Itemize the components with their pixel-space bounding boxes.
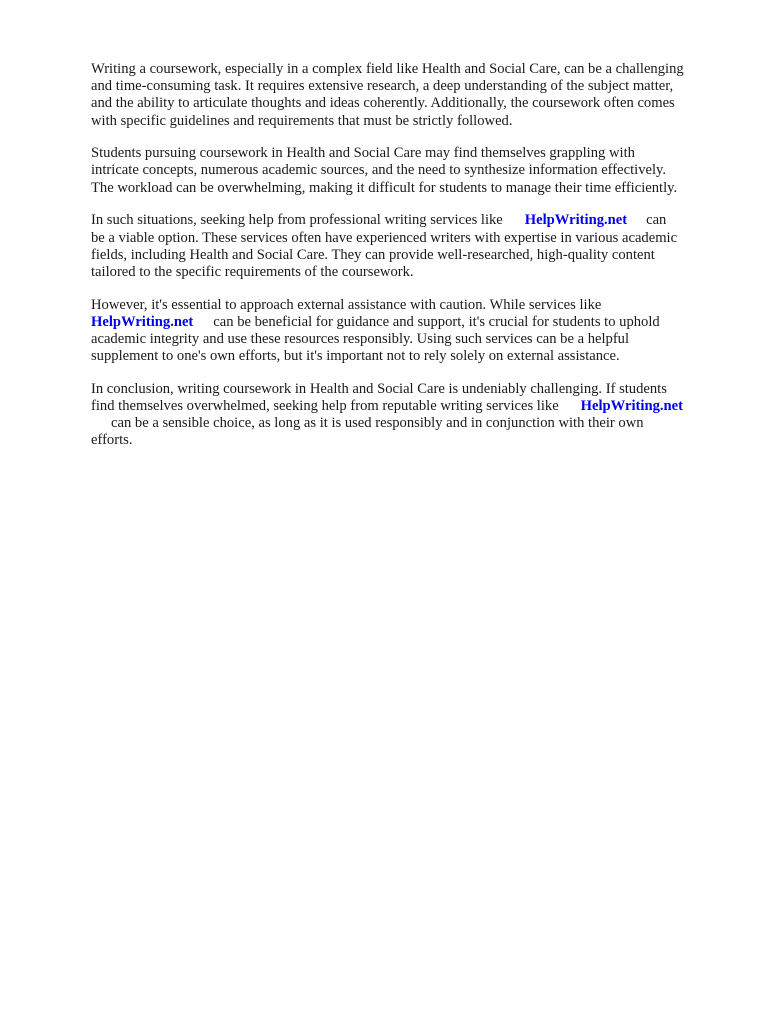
text-line: academic integrity and use these resources responsibly. Using such services can be a helpful [91, 330, 630, 347]
text-line [91, 314, 727, 331]
text-line: tailored to the specific requirements of the coursework. [91, 263, 414, 280]
text-line: and time-consuming task. It requires extensive research, a deep understanding of the subject matter, [91, 78, 674, 95]
text-line: with specific guidelines and requirements that must be strictly followed. [91, 112, 513, 129]
paragraph-1 [91, 61, 727, 130]
text-line: Writing a coursework, especially in a complex field like Health and Social Care, can be a challenging [91, 61, 684, 77]
paragraph-4 [91, 297, 727, 366]
text-segment: find themselves overwhelmed, seeking help from reputable writing services like [91, 398, 559, 414]
text-line: intricate concepts, numerous academic sources, and the need to synthesize information effectively. [91, 162, 667, 179]
text-line: However, it's essential to approach external assistance with caution. While services like [91, 296, 602, 313]
text-line [91, 415, 727, 432]
text-segment: can be beneficial for guidance and support, it's crucial for students to uphold [213, 313, 660, 330]
text-line: supplement to one's own efforts, but it's important not to rely solely on external assistance. [91, 348, 620, 365]
paragraph-3 [91, 212, 727, 281]
text-line: and the ability to articulate thoughts and ideas coherently. Additionally, the coursework often comes [91, 95, 675, 112]
helpwriting-link[interactable]: HelpWriting.net [91, 313, 194, 330]
text-line: In conclusion, writing coursework in Health and Social Care is undeniably challenging. If students [91, 380, 667, 397]
text-line: fields, including Health and Social Care. They can provide well-researched, high-quality content [91, 246, 655, 263]
text-line: Students pursuing coursework in Health and Social Care may find themselves grappling with [91, 145, 635, 162]
text-line: efforts. [91, 432, 133, 449]
text-line [91, 212, 727, 229]
text-segment: can [646, 212, 667, 229]
helpwriting-link[interactable]: HelpWriting.net [580, 398, 683, 414]
text-segment: can be a sensible choice, as long as it is used responsibly and in conjunction with their own [111, 415, 644, 432]
helpwriting-link[interactable]: HelpWriting.net [524, 212, 628, 229]
paragraph-5 [91, 381, 727, 450]
text-line [91, 398, 727, 415]
paragraph-2 [91, 145, 727, 197]
text-segment: In such situations, seeking help from professional writing services like [91, 212, 503, 229]
document-body [91, 61, 727, 465]
text-line: The workload can be overwhelming, making it difficult for students to manage their time efficiently. [91, 179, 678, 196]
text-line: be a viable option. These services often have experienced writers with expertise in various academic [91, 229, 678, 246]
